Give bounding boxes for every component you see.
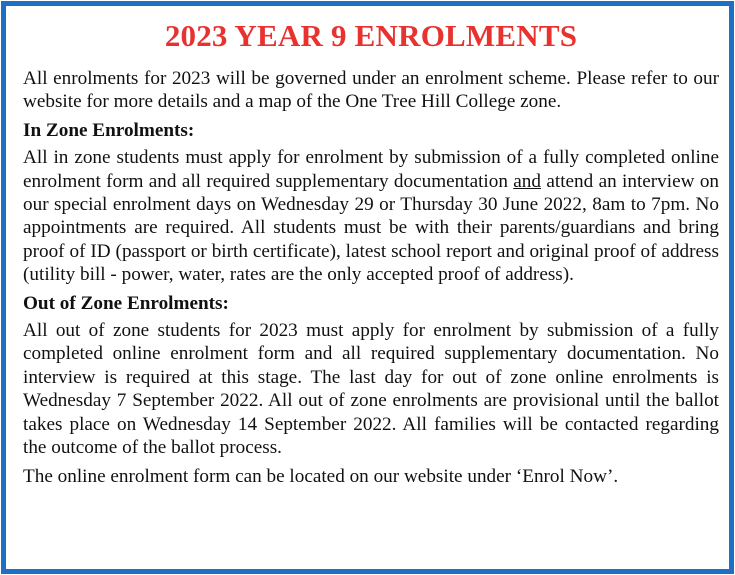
notice-content [23, 18, 719, 488]
notice-title: 2023 YEAR 9 ENROLMENTS [164, 18, 578, 53]
out-of-zone-heading: Out of Zone Enrolments: [23, 292, 229, 314]
in-zone-text-part-2: attend an interview on our special enrolment days on Wednesday 29 or Thursday 30 June 2022, 8am to 7pm. No appointments are required. All students must be with their parents/guardians and bring proof of ID (passport or birth certificate), latest school report and original proof of address (utility bill - power, water, rates are the only accepted proof of address). [23, 170, 720, 286]
closing-paragraph: The online enrolment form can be located on our website under ‘Enrol Now’. [23, 465, 619, 487]
in-zone-underlined-word: and [513, 170, 541, 192]
out-of-zone-paragraph: All out of zone students for 2023 must apply for enrolment by submission of a fully completed online enrolment form and all required supplementary documentation. No interview is required at this stage. The last day for out of zone online enrolments is Wednesday 7 September 2022. All out of zone enrolments are provisional until the ballot takes place on Wednesday 14 September 2022. All families will be contacted regarding the outcome of the ballot process. [23, 320, 719, 459]
notice-frame [1, 1, 734, 574]
in-zone-text-part-1: All in zone students must apply for enrolment by submission of a fully completed online enrolment form and all required supplementary documentation [23, 147, 719, 192]
in-zone-heading: In Zone Enrolments: [23, 119, 195, 141]
intro-paragraph: All enrolments for 2023 will be governed under an enrolment scheme. Please refer to our website for more details and a map of the One Tree Hill College zone. [23, 68, 719, 113]
in-zone-paragraph [23, 146, 719, 286]
